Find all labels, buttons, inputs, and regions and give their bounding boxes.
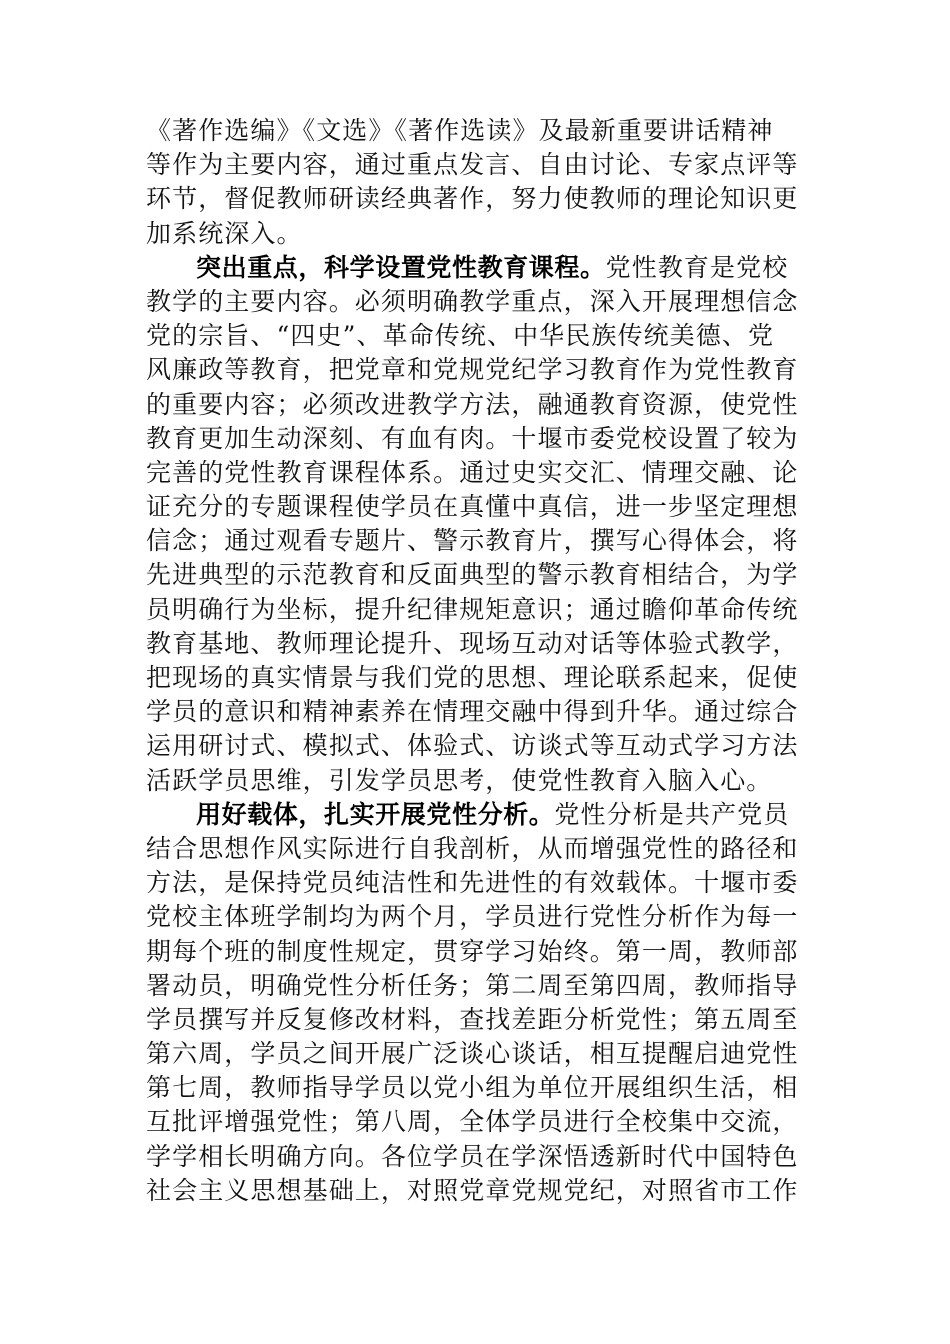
text-line: 方法，是保持党员纯洁性和先进性的有效载体。十堰市委 <box>146 868 799 898</box>
text-line: 运用研讨式、模拟式、体验式、访谈式等互动式学习方法 <box>146 731 799 761</box>
text-line: 期每个班的制度性规定，贯穿学习始终。第一周，教师部 <box>146 936 799 966</box>
text-line: 学学相长明确方向。各位学员在学深悟透新时代中国特色 <box>146 1141 799 1171</box>
text-line: 加系统深入。 <box>146 218 303 248</box>
text-line: 员明确行为坐标，提升纪律规矩意识；通过瞻仰革命传统 <box>146 594 799 624</box>
text-line: 学员撰写并反复修改材料，查找差距分析党性；第五周至 <box>146 1004 799 1034</box>
text-line: 教育更加生动深刻、有血有肉。十堰市委党校设置了较为 <box>146 423 799 453</box>
paragraph-3 <box>146 798 806 1208</box>
text-line: 学员的意识和精神素养在情理交融中得到升华。通过综合 <box>146 697 799 727</box>
text-line: 社会主义思想基础上，对照党章党规党纪，对照省市工作 <box>146 1175 799 1205</box>
text-line: 信念；通过观看专题片、警示教育片，撰写心得体会，将 <box>146 526 799 556</box>
text-line: 活跃学员思维，引发学员思考，使党性教育入脑入心。 <box>146 765 773 795</box>
text-line: 党校主体班学制均为两个月，学员进行党性分析作为每一 <box>146 902 799 932</box>
text-line: 等作为主要内容，通过重点发言、自由讨论、专家点评等 <box>146 150 799 180</box>
paragraph-first-line <box>146 251 806 285</box>
text-line: 结合思想作风实际进行自我剖析，从而增强党性的路径和 <box>146 833 799 863</box>
text-line: 风廉政等教育，把党章和党规党纪学习教育作为党性教育 <box>146 355 799 385</box>
paragraph-1 <box>146 114 806 251</box>
text-run: 党性教育是党校 <box>605 252 789 282</box>
section-heading: 用好载体，扎实开展党性分析。 <box>196 799 555 829</box>
text-line: 党的宗旨、“四史”、革命传统、中华民族传统美德、党 <box>146 321 775 351</box>
paragraph-2 <box>146 251 806 798</box>
text-line: 先进典型的示范教育和反面典型的警示教育相结合，为学 <box>146 560 799 590</box>
text-line: 教学的主要内容。必须明确教学重点，深入开展理想信念 <box>146 286 799 316</box>
text-line: 的重要内容；必须改进教学方法，融通教育资源，使党性 <box>146 389 799 419</box>
text-line: 互批评增强党性；第八周，全体学员进行全校集中交流， <box>146 1107 799 1137</box>
text-line: 环节，督促教师研读经典著作，努力使教师的理论知识更 <box>146 184 799 214</box>
section-heading: 突出重点，科学设置党性教育课程。 <box>196 252 606 282</box>
text-line: 教育基地、教师理论提升、现场互动对话等体验式教学， <box>146 628 799 658</box>
text-line: 署动员，明确党性分析任务；第二周至第四周，教师指导 <box>146 970 799 1000</box>
paragraph-first-line <box>146 798 806 832</box>
text-run: 党性分析是共产党员 <box>554 799 790 829</box>
text-line: 第六周，学员之间开展广泛谈心谈话，相互提醒启迪党性 <box>146 1039 799 1069</box>
text-line: 把现场的真实情景与我们党的思想、理论联系起来，促使 <box>146 663 799 692</box>
text-line: 第七周，教师指导学员以党小组为单位开展组织生活，相 <box>146 1073 799 1103</box>
text-line: 完善的党性教育课程体系。通过史实交汇、情理交融、论 <box>146 457 799 487</box>
text-line: 《著作选编》《文选》《著作选读》及最新重要讲话精神 <box>146 116 774 145</box>
text-line: 证充分的专题课程使学员在真懂中真信，进一步坚定理想 <box>146 492 799 522</box>
document-page <box>146 114 806 1208</box>
